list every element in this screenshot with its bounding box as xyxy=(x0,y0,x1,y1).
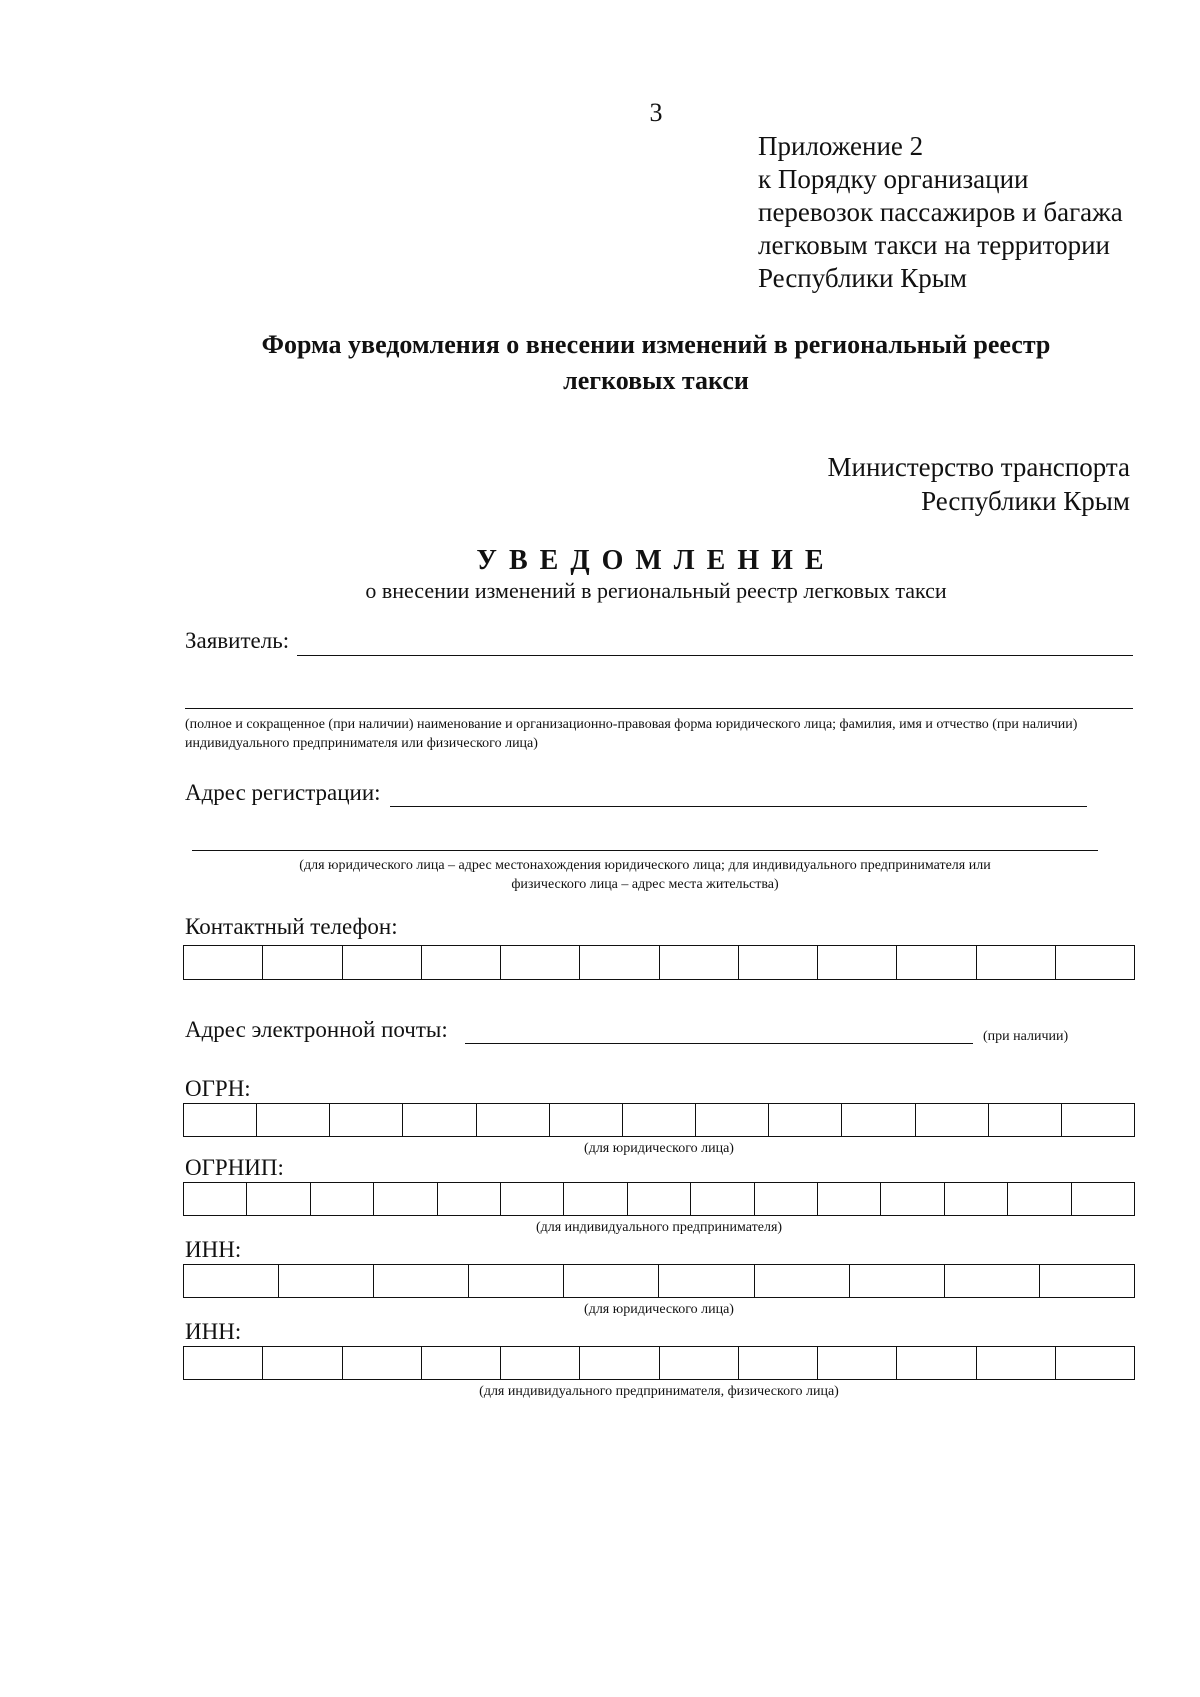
phone-cell[interactable] xyxy=(580,946,659,979)
appendix-line-4: легковым такси на территории xyxy=(758,230,1111,260)
notice-heading: УВЕДОМЛЕНИЕ xyxy=(476,545,836,576)
inn-individual-cell[interactable] xyxy=(343,1347,422,1379)
ogrn-cell[interactable] xyxy=(842,1104,915,1136)
inn-legal-cell[interactable] xyxy=(564,1265,659,1297)
registration-address-field-line-2[interactable] xyxy=(192,850,1098,851)
inn-legal-cell[interactable] xyxy=(374,1265,469,1297)
ogrn-label: ОГРН: xyxy=(185,1076,251,1101)
ogrnip-cell[interactable] xyxy=(564,1183,627,1215)
phone-cell[interactable] xyxy=(818,946,897,979)
inn-individual-cell[interactable] xyxy=(739,1347,818,1379)
ogrn-cell[interactable] xyxy=(1062,1104,1134,1136)
ogrnip-note: (для индивидуального предпринимателя) xyxy=(535,1220,783,1235)
phone-cell[interactable] xyxy=(501,946,580,979)
phone-cell[interactable] xyxy=(422,946,501,979)
inn-legal-cell[interactable] xyxy=(279,1265,374,1297)
ogrnip-cell[interactable] xyxy=(184,1183,247,1215)
inn-individual-cell[interactable] xyxy=(818,1347,897,1379)
page-number: 3 xyxy=(649,98,663,127)
ogrn-cell[interactable] xyxy=(330,1104,403,1136)
ogrnip-cell[interactable] xyxy=(438,1183,501,1215)
ogrnip-cell[interactable] xyxy=(691,1183,754,1215)
ministry-line-1: Министерство транспорта xyxy=(827,452,1130,482)
inn-individual-cell[interactable] xyxy=(897,1347,976,1379)
inn-individual-cell[interactable] xyxy=(580,1347,659,1379)
ogrn-cell[interactable] xyxy=(257,1104,330,1136)
ogrnip-cell[interactable] xyxy=(881,1183,944,1215)
inn-legal-cell[interactable] xyxy=(659,1265,754,1297)
registration-address-field[interactable] xyxy=(390,806,1087,807)
phone-cell[interactable] xyxy=(1056,946,1134,979)
ogrnip-cell[interactable] xyxy=(755,1183,818,1215)
phone-cell[interactable] xyxy=(897,946,976,979)
applicant-note: (полное и сокращенное (при наличии) наименование и организационно-правовая форма юридического лица; фамилия, имя и отчество (при наличии) индивидуального предпринимателя или физического лица) xyxy=(185,717,1078,751)
ogrnip-label: ОГРНИП: xyxy=(185,1155,284,1180)
registration-address-note-line-1: (для юридического лица – адрес местонахождения юридического лица; для индивидуального предпринимателя или xyxy=(299,858,991,873)
appendix-line-1: Приложение 2 xyxy=(758,131,924,161)
notice-subheading: о внесении изменений в региональный реестр легковых такси xyxy=(365,578,947,603)
form-title-line-2: легковых такси xyxy=(563,366,749,395)
email-label: Адрес электронной почты: xyxy=(185,1017,448,1042)
inn-individual-label: ИНН: xyxy=(185,1319,242,1344)
inn-individual-grid[interactable] xyxy=(183,1346,1135,1380)
applicant-field-line-2[interactable] xyxy=(185,708,1133,709)
inn-legal-cell[interactable] xyxy=(469,1265,564,1297)
inn-legal-grid[interactable] xyxy=(183,1264,1135,1298)
email-note: (при наличии) xyxy=(983,1029,1069,1044)
ogrnip-cell[interactable] xyxy=(374,1183,437,1215)
phone-cell[interactable] xyxy=(977,946,1056,979)
inn-legal-label: ИНН: xyxy=(185,1237,242,1262)
inn-individual-note: (для индивидуального предпринимателя, физического лица) xyxy=(479,1384,839,1399)
ogrnip-cell[interactable] xyxy=(247,1183,310,1215)
inn-individual-cell[interactable] xyxy=(422,1347,501,1379)
ogrn-note: (для юридического лица) xyxy=(584,1141,734,1156)
inn-legal-cell[interactable] xyxy=(1040,1265,1134,1297)
inn-legal-cell[interactable] xyxy=(945,1265,1040,1297)
ogrn-cell[interactable] xyxy=(550,1104,623,1136)
phone-cell[interactable] xyxy=(343,946,422,979)
ogrnip-cell[interactable] xyxy=(501,1183,564,1215)
applicant-field[interactable] xyxy=(297,655,1133,656)
ogrn-cell[interactable] xyxy=(184,1104,257,1136)
phone-grid[interactable] xyxy=(183,945,1135,980)
inn-legal-note: (для юридического лица) xyxy=(584,1302,734,1317)
appendix-line-5: Республики Крым xyxy=(758,263,967,293)
ogrn-cell[interactable] xyxy=(403,1104,476,1136)
ogrnip-cell[interactable] xyxy=(945,1183,1008,1215)
phone-cell[interactable] xyxy=(739,946,818,979)
phone-cell[interactable] xyxy=(184,946,263,979)
inn-individual-cell[interactable] xyxy=(977,1347,1056,1379)
ogrn-cell[interactable] xyxy=(989,1104,1062,1136)
inn-legal-cell[interactable] xyxy=(755,1265,850,1297)
ogrn-cell[interactable] xyxy=(477,1104,550,1136)
appendix-line-3: перевозок пассажиров и багажа xyxy=(758,197,1123,227)
phone-label: Контактный телефон: xyxy=(185,914,398,939)
inn-legal-cell[interactable] xyxy=(850,1265,945,1297)
inn-individual-cell[interactable] xyxy=(263,1347,342,1379)
ogrnip-cell[interactable] xyxy=(1072,1183,1134,1215)
ogrn-cell[interactable] xyxy=(696,1104,769,1136)
ogrnip-cell[interactable] xyxy=(628,1183,691,1215)
registration-address-note-line-2: физического лица – адрес места жительства) xyxy=(511,877,779,892)
ogrnip-cell[interactable] xyxy=(818,1183,881,1215)
phone-cell[interactable] xyxy=(660,946,739,979)
ogrnip-grid[interactable] xyxy=(183,1182,1135,1216)
inn-legal-cell[interactable] xyxy=(184,1265,279,1297)
ogrnip-cell[interactable] xyxy=(1008,1183,1071,1215)
form-title-line-1: Форма уведомления о внесении изменений в региональный реестр xyxy=(261,330,1051,359)
inn-individual-cell[interactable] xyxy=(501,1347,580,1379)
appendix-line-2: к Порядку организации xyxy=(758,164,1029,194)
ogrn-cell[interactable] xyxy=(916,1104,989,1136)
inn-individual-cell[interactable] xyxy=(184,1347,263,1379)
applicant-label: Заявитель: xyxy=(185,628,290,653)
registration-address-label: Адрес регистрации: xyxy=(185,780,381,805)
ogrn-cell[interactable] xyxy=(623,1104,696,1136)
phone-cell[interactable] xyxy=(263,946,342,979)
ogrn-cell[interactable] xyxy=(769,1104,842,1136)
ogrn-grid[interactable] xyxy=(183,1103,1135,1137)
email-field[interactable] xyxy=(465,1043,973,1044)
inn-individual-cell[interactable] xyxy=(1056,1347,1134,1379)
inn-individual-cell[interactable] xyxy=(660,1347,739,1379)
ministry-line-2: Республики Крым xyxy=(921,486,1130,516)
ogrnip-cell[interactable] xyxy=(311,1183,374,1215)
